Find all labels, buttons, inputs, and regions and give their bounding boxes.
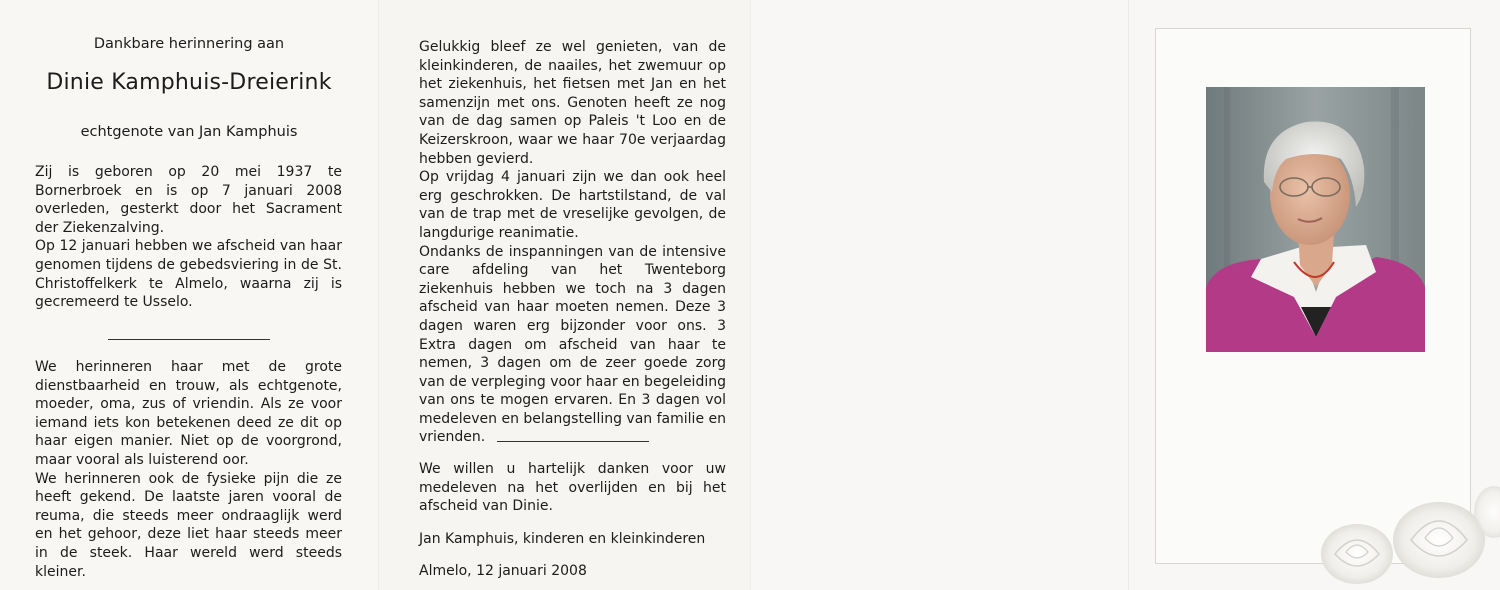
card-panel-middle	[378, 0, 750, 590]
card-panel-blank	[750, 0, 1128, 590]
deceased-name: Dinie Kamphuis-Dreierink	[46, 70, 332, 95]
roses-decoration	[1299, 482, 1500, 590]
place-date: Almelo, 12 januari 2008	[419, 563, 587, 579]
signature-line: Jan Kamphuis, kinderen en kleinkinderen	[419, 531, 706, 547]
paragraph: We herinneren ook de fysieke pijn die ze heeft gekend. De laatste jaren vooral de reuma, die steeds meer ondraaglijk werd en het gehoor, deze liet haar steeds meer in de steek. Haar wereld werd steeds kleiner.	[35, 470, 342, 580]
divider	[108, 339, 270, 340]
portrait-photo	[1206, 87, 1425, 352]
text-block-memories	[35, 358, 342, 581]
card-panel-photo	[1128, 0, 1500, 590]
text-block-birth-farewell	[35, 163, 342, 312]
paragraph: Zij is geboren op 20 mei 1937 te Bornerbroek en is op 7 januari 2008 overleden, gesterkt door het Sacrament der Ziekenzalving.	[35, 164, 342, 236]
portrait-illustration	[1206, 87, 1425, 352]
spouse-text: echtgenote van Jan Kamphuis	[80, 124, 298, 140]
paragraph: Gelukkig bleef ze wel genieten, van de kleinkinderen, de naailes, het zwemuur op het ziekenhuis, het fietsen met Jan en het samenzijn met ons. Genoten heeft ze nog van de dag samen op Paleis 't Loo en de Keizerskroon, waar we haar 70e verjaardag hebben gevierd.	[419, 39, 726, 167]
divider	[497, 441, 649, 442]
paragraph: Ondanks de inspanningen van de intensive care afdeling van het Twenteborg ziekenhuis hebben we toch na 3 dagen afscheid van haar moeten nemen. Deze 3 dagen waren erg bijzonder voor ons. 3 Extra dagen om afscheid van haar te nemen, 3 dagen om de zeer goede zorg van de verpleging voor haar en begeleiding van ons te mogen ervaren. En 3 dagen vol medeleven en belangstelling van familie en vrienden.	[419, 243, 726, 446]
text-block-story	[419, 38, 726, 447]
intro-text: Dankbare herinnering aan	[93, 36, 285, 52]
paragraph: Op vrijdag 4 januari zijn we dan ook heel erg geschrokken. De hartstilstand, de val van de trap met de vreselijke gevolgen, de langdurige reanimatie.	[419, 169, 726, 241]
paragraph: Op 12 januari hebben we afscheid van haar genomen tijdens de gebedsviering in de St. Christoffelkerk te Almelo, waarna zij is gecremeerd te Usselo.	[35, 238, 342, 311]
paragraph: We herinneren haar met de grote dienstbaarheid en trouw, als echtgenote, moeder, oma, zus of vriendin. Als ze voor iemand iets kon betekenen deed ze dit op haar eigen manier. Niet op de voorgrond, maar vooral als luisterend oor.	[35, 359, 342, 468]
thanks-paragraph: We willen u hartelijk danken voor uw medeleven na het overlijden en bij het afscheid van Dinie.	[419, 461, 726, 515]
card-panel-left	[0, 0, 378, 590]
